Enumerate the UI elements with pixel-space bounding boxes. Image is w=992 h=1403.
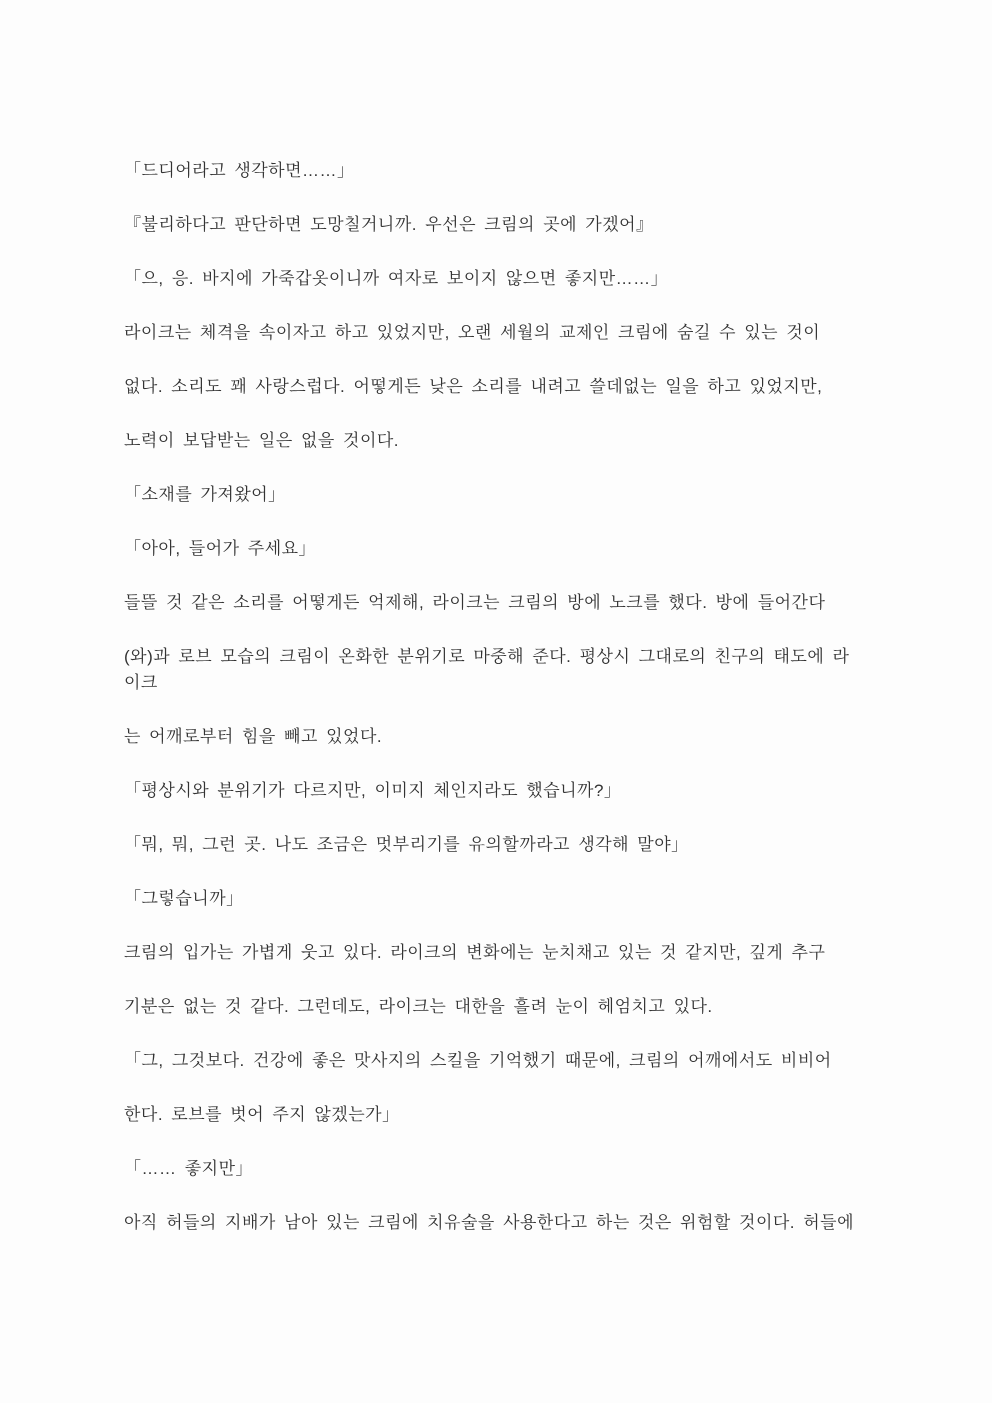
text-line: 아직 허들의 지배가 남아 있는 크림에 치유술을 사용한다고 하는 것은 위험할 것이다. 허들에 [124,1213,855,1232]
text-line: 「아아, 들어가 주세요」 [124,539,317,558]
text-line: 들뜰 것 같은 소리를 어떻게든 억제해, 라이크는 크림의 방에 노크를 했다. 방에 들어간다 [124,593,826,612]
text-line: 『불리하다고 판단하면 도망칠거니까. 우선은 크림의 곳에 가겠어』 [124,215,654,234]
text-line: 한다. 로브를 벗어 주지 않겠는가」 [124,1105,400,1124]
text-line: 「드디어라고 생각하면……」 [124,161,355,180]
text-line: 「…… 좋지만」 [124,1159,253,1178]
text-line: 노력이 보답받는 일은 없을 것이다. [124,431,400,450]
text-line: 「그, 그것보다. 건강에 좋은 맛사지의 스킬을 기억했기 때문에, 크림의 어깨에서도 비비어 [124,1051,832,1070]
text-line: 크림의 입가는 가볍게 웃고 있다. 라이크의 변화에는 눈치채고 있는 것 같지만, 깊게 추구 [124,943,826,962]
text-line: 이크 [124,673,158,692]
text-line: 라이크는 체격을 속이자고 하고 있었지만, 오랜 세월의 교제인 크림에 숨길 수 있는 것이 [124,323,821,342]
text-line: 「평상시와 분위기가 다르지만, 이미지 체인지라도 했습니까?」 [124,781,622,800]
text-line: 「그렇습니까」 [124,889,244,908]
text-line: (와)과 로브 모습의 크림이 온화한 분위기로 마중해 준다. 평상시 그대로의 친구의 태도에 라 [124,647,850,666]
text-line: 기분은 없는 것 같다. 그런데도, 라이크는 대한을 흘려 눈이 헤엄치고 있다. [124,997,713,1016]
text-body [124,158,874,1236]
text-line: 「뭐, 뭐, 그런 곳. 나도 조금은 멋부리기를 유의할까라고 생각해 말야」 [124,835,689,854]
text-line: 없다. 소리도 꽤 사랑스럽다. 어떻게든 낮은 소리를 내려고 쓸데없는 일을 하고 있었지만, [124,377,823,396]
text-line: 「소재를 가져왔어」 [124,485,286,504]
text-line: 「으, 응. 바지에 가죽갑옷이니까 여자로 보이지 않으면 좋지만……」 [124,269,669,288]
text-line: 는 어깨로부터 힘을 빼고 있었다. [124,727,383,746]
